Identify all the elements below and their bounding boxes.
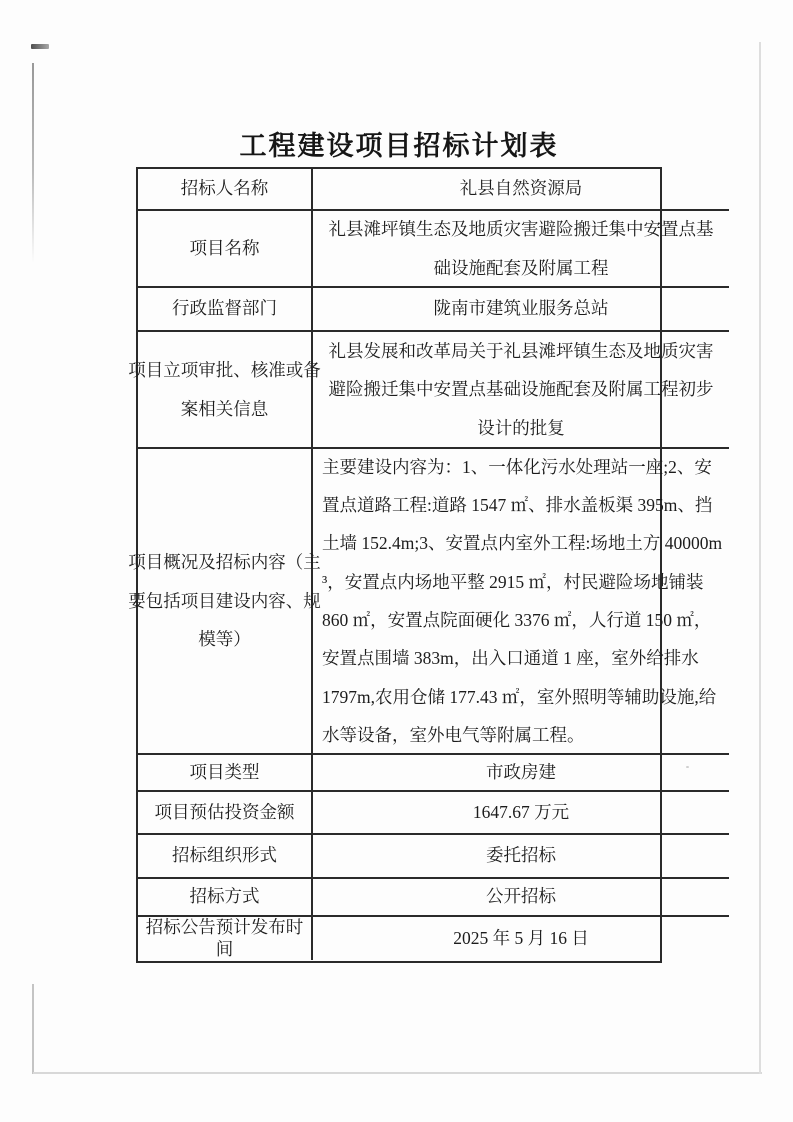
- scan-left-edge-line: [32, 63, 34, 263]
- value-line: 置点道路工程:道路 1547 ㎡、排水盖板渠 395m、挡: [322, 495, 713, 516]
- page-title: 工程建设项目招标计划表: [239, 131, 559, 161]
- row-value-project-name: [313, 211, 729, 288]
- label-line: 案相关信息: [180, 398, 269, 419]
- scan-right-edge-line: [759, 42, 761, 1074]
- row-label-bidding-method: 招标方式: [138, 879, 313, 917]
- label-line: 要包括项目建设内容、规: [128, 590, 321, 611]
- label-line: 项目立项审批、核准或备: [128, 360, 321, 380]
- value-line: 主要建设内容为：1、一体化污水处理站一座;2、安: [322, 456, 712, 477]
- row-label-approval-info: [128, 332, 321, 449]
- row-label-estimated-investment: 项目预估投资金额: [138, 792, 313, 835]
- row-value-supervision-dept: 陇南市建筑业服务总站: [313, 288, 729, 332]
- value-line: 安置点围墙 383m，出入口通道 1 座，室外给排水: [322, 648, 699, 669]
- row-value-bidding-method: 公开招标: [313, 879, 729, 917]
- row-value-project-overview: [313, 449, 729, 755]
- row-value-approval-info: [313, 332, 729, 449]
- value-line: 礼县发展和改革局关于礼县滩坪镇生态及地质灾害: [328, 340, 714, 361]
- value-line: 避险搬迁集中安置点基础设施配套及附属工程初步: [328, 379, 714, 400]
- scan-left-bottom-edge-line: [32, 984, 34, 1074]
- value-line: 1797m,农用仓储 177.43 ㎡，室外照明等辅助设施,给: [322, 686, 717, 707]
- scan-bottom-edge-line: [33, 1072, 762, 1074]
- row-value-announcement-date: 2025 年 5 月 16 日: [453, 927, 589, 948]
- value-line: 础设施配套及附属工程: [433, 257, 609, 278]
- label-line: 模等）: [198, 629, 251, 650]
- value-line: 水等设备，室外电气等附属工程。: [322, 724, 585, 745]
- label-line: 项目概况及招标内容（主: [128, 552, 321, 573]
- row-value-project-type: 市政房建: [313, 755, 729, 792]
- scan-corner-mark: [31, 44, 49, 49]
- value-line: 土墙 152.4m;3、安置点内室外工程:场地土方 40000m: [322, 533, 723, 554]
- value-line: ³，安置点内场地平整 2915 ㎡，村民避险场地铺装: [322, 571, 704, 592]
- bidding-plan-table: [128, 167, 723, 963]
- row-label-project-name: 项目名称: [138, 211, 313, 288]
- row-value-bidding-organization-form: 委托招标: [313, 835, 729, 879]
- row-label-project-type: 项目类型: [138, 755, 313, 792]
- value-line: 设计的批复: [477, 417, 565, 438]
- row-value-estimated-investment: 1647.67 万元: [313, 792, 729, 835]
- row-label-bidding-organization-form: 招标组织形式: [138, 835, 313, 879]
- value-line: 860 ㎡，安置点院面硬化 3376 ㎡，人行道 150 ㎡，: [322, 610, 712, 630]
- value-line: 礼县滩坪镇生态及地质灾害避险搬迁集中安置点基: [328, 219, 714, 239]
- row-value-tenderer-name: 礼县自然资源局: [313, 169, 729, 211]
- row-label-tenderer-name: 招标人名称: [138, 169, 313, 211]
- row-label-project-overview: [128, 449, 321, 755]
- row-label-supervision-dept: 行政监督部门: [138, 288, 313, 332]
- row-label-announcement-date: 招标公告预计发布时间: [138, 917, 313, 960]
